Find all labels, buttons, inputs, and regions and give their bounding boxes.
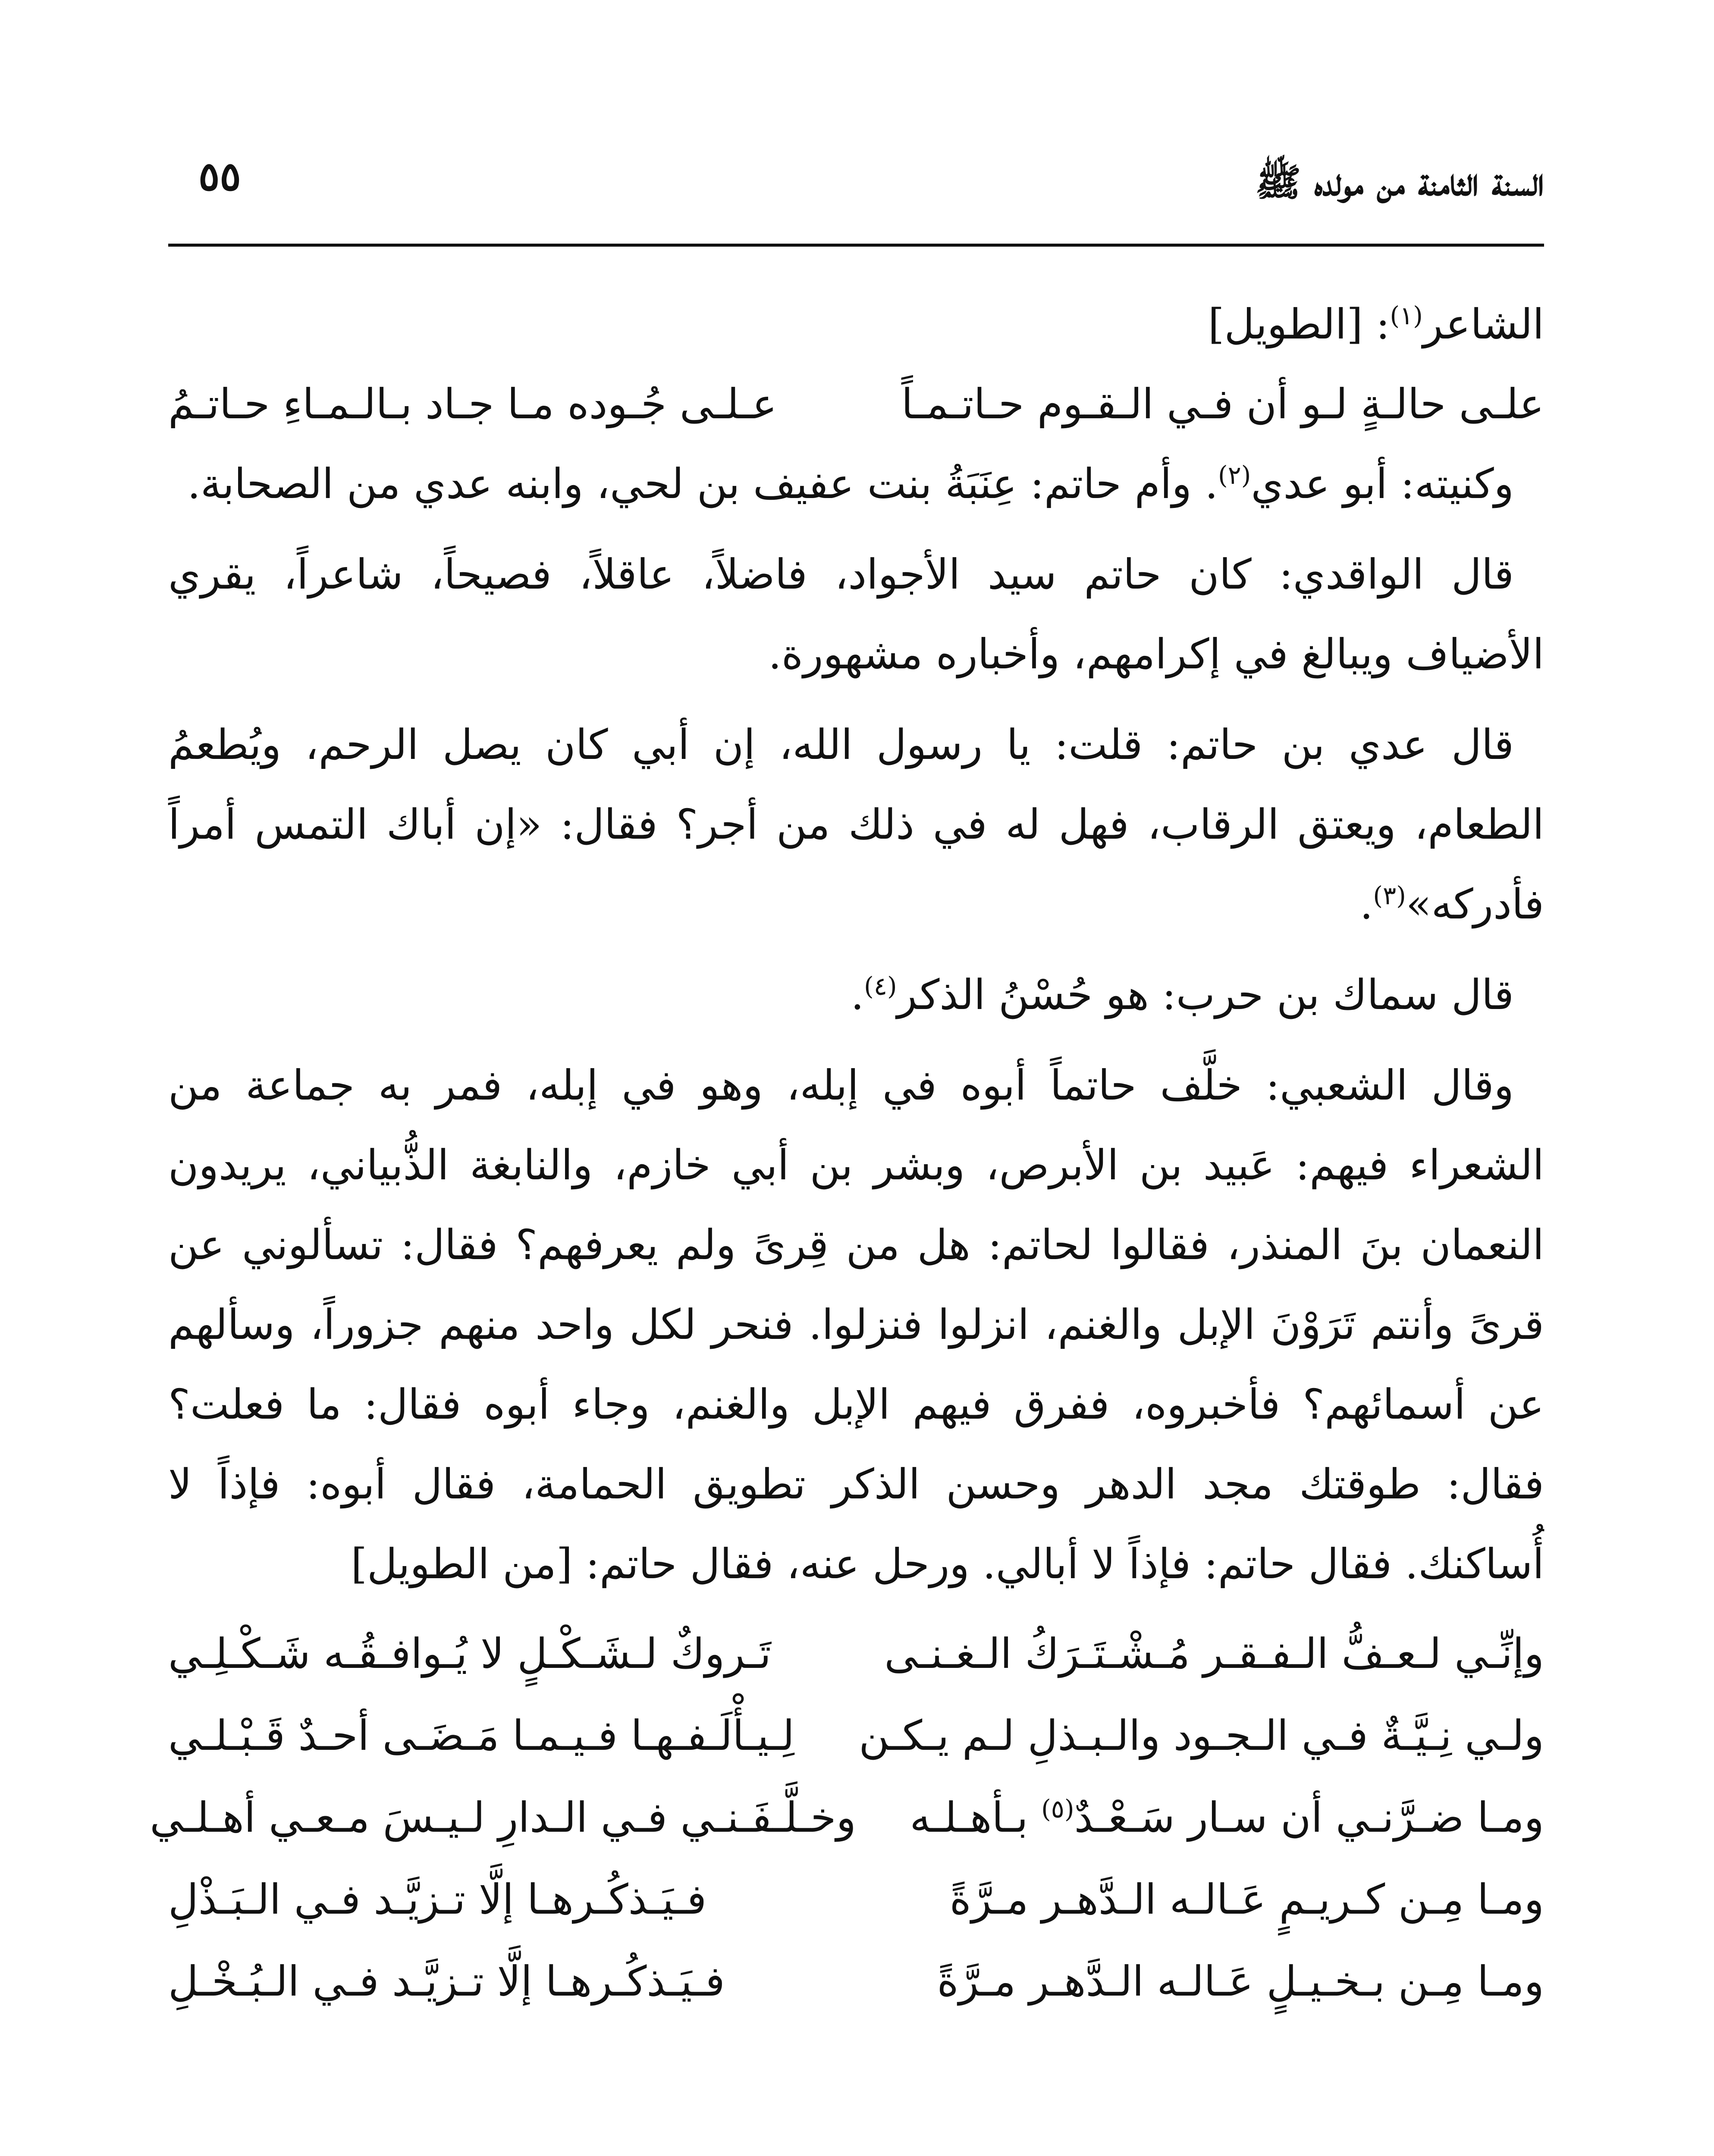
page-header [168, 142, 1544, 237]
verse-first-hemistich: علـى حالـةٍ لـو أن فـي الـقـوم حـاتـمـاً [901, 380, 1544, 428]
kunya-text: وكنيته: أبو عدي [1251, 460, 1514, 508]
simak-text-tail: . [851, 971, 864, 1019]
poem-first-hemistich: ومـا مِـن كـريـمٍ عَـالـه الـدَّهـر مـرَّةً [949, 1875, 1544, 1924]
meter-label: : [الطويل] [1208, 300, 1390, 348]
simak-text: قال سماك بن حرب: هو حُسْنُ الذكر [897, 971, 1514, 1019]
verse-line [168, 364, 1544, 444]
poem-hemistich-text: ومـا ضـرَّنـي أن سـار سَـعْـدٌ [1074, 1793, 1544, 1842]
poem-first-hemistich: ولـي نِـيَّـةٌ فـي الـجـود والـبـذلِ لـم يـكـن [859, 1711, 1544, 1760]
poem-line [168, 1613, 1544, 1695]
adi-text: قال عدي بن حاتم: قلت: يا رسول الله، إن أبي كان يصل الرحم، ويُطعمُ الطعام، ويعتق الرقاب، فهل له في ذلك من أجر؟ فقال: «إن أباك التمس أمراً فأدركه» [168, 721, 1544, 928]
paragraph-kunya [168, 444, 1544, 524]
body-text [150, 285, 1544, 2022]
poem-second-hemistich: وخـلَّـفَـنـي فـي الـدارِ لـيـسَ مـعـي أهـلـي [150, 1793, 856, 1842]
footnote-ref-3: (٣) [1373, 881, 1406, 910]
poet-word: الشاعر [1422, 300, 1544, 348]
footnote-ref-1: (١) [1390, 301, 1423, 330]
running-title: السنة الثامنة من مولده ﷺ [1255, 160, 1544, 204]
footnote-ref-2: (٢) [1218, 461, 1251, 490]
kunya-text-tail: . وأم حاتم: عِنَبَةُ بنت عفيف بن لحي، وابنه عدي من الصحابة. [187, 460, 1218, 508]
paragraph-simak [168, 955, 1544, 1035]
paragraph-adi [168, 705, 1544, 944]
adi-text-tail: . [1359, 880, 1373, 928]
poem-first-hemistich: ومـا مِـن بـخـيـلٍ عَـالـه الـدَّهـر مـرَّةً [937, 1957, 1544, 2006]
poem-hemistich-tail: بـأهـلـه [910, 1793, 1042, 1842]
poem-line [168, 1695, 1544, 1777]
poem-second-hemistich: فـيَـذكُـرهـا إلَّا تـزيَّـد فـي الـبَـذْلِ [168, 1875, 707, 1924]
footnote-ref-5: (٥) [1041, 1794, 1074, 1824]
paragraph-waqidi: قال الواقدي: كان حاتم سيد الأجواد، فاضلاً، عاقلاً، فصيحاً، شاعراً، يقري الأضياف ويبالغ في إكرامهم، وأخباره مشهورة. [168, 550, 1544, 678]
poem-first-hemistich: وإنِّـي لـعـفُّ الـفـقـر مُـشْـتَـرَكُ الـغـنـى [884, 1629, 1544, 1678]
header-rule [168, 244, 1544, 247]
poem [150, 1613, 1544, 2022]
paragraph-poet-intro [168, 285, 1544, 364]
verse-second-hemistich: عـلـى جُـوده مـا جـاد بـالـمـاءِ حـاتـمُ [168, 380, 777, 428]
book-page [150, 142, 1544, 2156]
poem-line [168, 1940, 1544, 2022]
paragraph-shabi: وقال الشعبي: خلَّف حاتماً أبوه في إبله، وهو في إبله، فمر به جماعة من الشعراء فيهم: عَبيد بن الأبرص، وبشر بن أبي خازم، والنابغة الذُّبياني، يريدون النعمان بنَ المنذر، فقالوا لحاتم: هل من قِرىً ولم يعرفهم؟ فقال: تسألوني عن قرىً وأنتم تَرَوْنَ الإبل والغنم، انزلوا فنزلوا. فنحر لكل واحد منهم جزوراً، وسألهم عن أسمائهم؟ فأخبروه، ففرق فيهم الإبل والغنم، وجاء أبوه فقال: ما فعلت؟ فقال: طوقتك مجد الدهر وحسن الذكر تطويق الحمامة، فقال أبوه: فإذاً لا أُساكنك. فقال حاتم: فإذاً لا أبالي. ورحل عنه، فقال حاتم: [من الطويل] [168, 1061, 1544, 1588]
page-number: ٥٥ [198, 153, 241, 200]
footnote-ref-4: (٤) [864, 971, 897, 1001]
poem-first-hemistich [911, 1778, 1544, 1858]
poem-line [168, 1858, 1544, 1940]
poem-second-hemistich: تَـروكٌ لـشَـكْـلٍ لا يُـوافـقُـه شَـكْـلِـي [168, 1629, 771, 1678]
poem-second-hemistich: لِـيـأْلَـفـهـا فـيـمـا مَـضَـى أحـدٌ قَـبْـلـي [168, 1711, 794, 1760]
poem-line [150, 1777, 1544, 1858]
poem-second-hemistich: فـيَـذكُـرهـا إلَّا تـزيَّـد فـي الـبُـخْـلِ [168, 1957, 725, 2006]
